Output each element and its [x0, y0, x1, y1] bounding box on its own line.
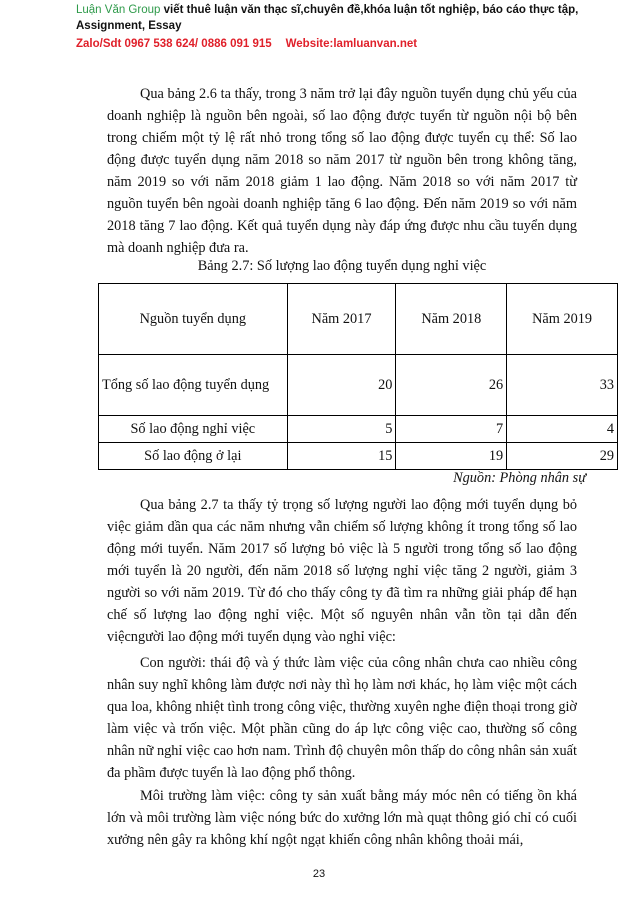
header-tagline: viết thuê luận văn thạc sĩ,chuyên đề,khóa luận tốt nghiệp, báo cáo thực tập, — [160, 4, 579, 16]
paragraph-4 — [107, 785, 577, 851]
table-header-cell: Năm 2017 — [287, 284, 396, 355]
table-header-cell: Năm 2019 — [507, 284, 618, 355]
header-tagline-2: Assignment, Essay — [76, 20, 182, 32]
paragraph-1-text: Qua bảng 2.6 ta thấy, trong 3 năm trở lại đây nguồn tuyển dụng chủ yếu của doanh nghiệp là nguồn bên ngoài, số lao động được tuyển từ nguồn nội bộ bên trong chiếm một tỷ lệ rất nhỏ trong tổng số lao động được tuyển cụ thể: Số lao động được tuyển dụng năm 2018 so năm 2017 từ nguồn bên trong không tăng, năm 2019 so với năm 2018 giảm 1 lao động. Năm 2018 so với năm 2017 từ nguồn tuyển bên ngoài doanh nghiệp tăng 6 lao động. Đến năm 2019 so với năm 2018 tăng 7 lao động. Kết quả tuyển dụng này đáp ứng được nhu cầu tuyển dụng mà doanh nghiệp đưa ra. — [107, 86, 577, 256]
table-cell: 29 — [507, 443, 618, 470]
header-brand: Luận Văn Group — [76, 4, 161, 16]
table-source: Nguồn: Phòng nhân sự — [453, 470, 586, 486]
table-row — [99, 355, 618, 416]
table-cell: 26 — [396, 355, 507, 416]
table-header-cell: Nguồn tuyển dụng — [99, 284, 288, 355]
data-table — [98, 283, 618, 470]
table-cell: 33 — [507, 355, 618, 416]
table-cell: 5 — [287, 416, 396, 443]
paragraph-3 — [107, 652, 577, 784]
table-row — [99, 416, 618, 443]
table-row-label: Tổng số lao động tuyển dụng — [99, 355, 288, 416]
table-row-label: Số lao động ở lại — [99, 443, 288, 470]
paragraph-1 — [107, 83, 577, 259]
table-cell: 15 — [287, 443, 396, 470]
header-website: Website:lamluanvan.net — [285, 38, 418, 50]
header-contact: Zalo/Sdt 0967 538 624/ 0886 091 915 — [76, 38, 272, 50]
paragraph-2 — [107, 494, 577, 648]
page-number: 23 — [312, 868, 326, 880]
paragraph-3-text: Con người: thái độ và ý thức làm việc của công nhân chưa cao nhiều công nhân suy nghĩ không làm được nơi này thì họ làm nơi khác, họ làm việc một cách qua loa, không nhiệt tình trong công việc, thường xuyên nghe điện thoại trong giờ làm việc và trốn việc. Một phần cũng do áp lực công việc cao, thường số công nhân nữ nghỉ việc cao hơn nam. Trình độ chuyên môn thấp do công nhân sản xuất đa phầm được tuyển là lao động phổ thông. — [107, 655, 577, 781]
paragraph-4-text: Môi trường làm việc: công ty sản xuất bằng máy móc nên có tiếng ồn khá lớn và môi trường làm việc nóng bức do xưởng lớn mà quạt thông gió chỉ có cuối xưởng nên gây ra không khí ngột ngạt khiến công nhân không thoải mái, — [107, 788, 577, 848]
table-header-row — [99, 284, 618, 355]
table-row — [99, 443, 618, 470]
table-header-cell: Năm 2018 — [396, 284, 507, 355]
header-contact-line — [76, 36, 616, 52]
page-header — [76, 2, 616, 52]
table-cell: 4 — [507, 416, 618, 443]
header-line-1 — [76, 2, 616, 18]
table-cell: 19 — [396, 443, 507, 470]
table-cell: 20 — [287, 355, 396, 416]
table-caption: Bảng 2.7: Số lượng lao động tuyển dụng nghỉ việc — [197, 258, 487, 274]
table-cell: 7 — [396, 416, 507, 443]
paragraph-2-text: Qua bảng 2.7 ta thấy tỷ trọng số lượng người lao động mới tuyển dụng bỏ việc giảm dần qua các năm nhưng vẫn chiếm số lượng không ít trong tổng số lao động mới tuyển. Năm 2017 số lượng bỏ việc là 5 người trong tổng số lao động mới tuyển là 20 người, đến năm 2018 số lượng nghỉ việc tăng 2 người, giảm 3 người so với năm 2019. Từ đó cho thấy công ty đã tìm ra những giải pháp để hạn chế số lượng lao động nghỉ việc. Một số nguyên nhân vẫn tồn tại dẫn đến việcngười lao động mới tuyển dụng vào nghỉ việc: — [107, 497, 577, 645]
table-row-label: Số lao động nghỉ việc — [99, 416, 288, 443]
